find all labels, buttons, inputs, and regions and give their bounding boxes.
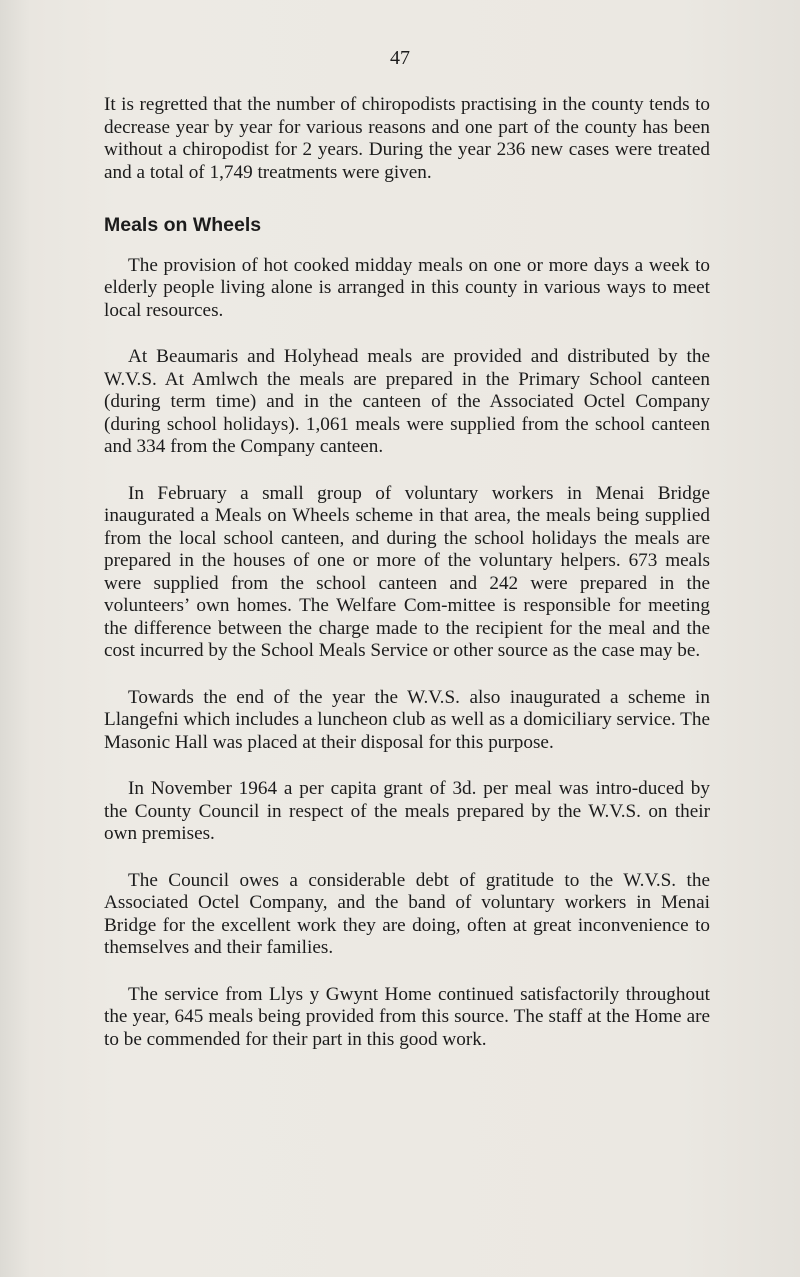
body-paragraph: In November 1964 a per capita grant of 3d. per meal was intro-duced by the County Council in respect of the meals prepared by the W.V.S. on their own premises. [104,778,710,844]
page-body [104,94,710,1075]
body-paragraph: At Beaumaris and Holyhead meals are provided and distributed by the W.V.S. At Amlwch the meals are prepared in the Primary School canteen (during term time) and in the canteen of the Associated Octel Company (during school holidays). 1,061 meals were supplied from the school canteen and 334 from the Company canteen. [104,346,710,457]
page-number: 47 [390,47,410,69]
section-heading: Meals on Wheels [104,214,262,236]
body-paragraph: In February a small group of voluntary workers in Menai Bridge inaugurated a Meals on Wheels scheme in that area, the meals being supplied from the local school canteen, and during the school holidays the meals are prepared in the houses of one or more of the voluntary helpers. 673 meals were supplied from the school canteen and 242 were prepared in the volunteers’ own homes. The Welfare Com-mittee is responsible for meeting the difference between the charge made to the recipient for the meal and the cost incurred by the School Meals Service or other source as the case may be. [104,482,710,661]
body-paragraph: The provision of hot cooked midday meals on one or more days a week to elderly people living alone is arranged in this county in various ways to meet local resources. [104,254,710,321]
chiropody-paragraph: It is regretted that the number of chiropodists practising in the county tends to decrease year by year for various reasons and one part of the county has been without a chiropodist for 2 years. During the year 236 new cases were treated and a total of 1,749 treatments were given. [104,94,710,183]
body-paragraph: The Council owes a considerable debt of gratitude to the W.V.S. the Associated Octel Company, and the band of voluntary workers in Menai Bridge for the excellent work they are doing, often at great inconvenience to themselves and their families. [104,869,710,958]
body-paragraph: Towards the end of the year the W.V.S. also inaugurated a scheme in Llangefni which includes a luncheon club as well as a domiciliary service. The Masonic Hall was placed at their disposal for this purpose. [104,686,710,753]
body-paragraph: The service from Llys y Gwynt Home continued satisfactorily throughout the year, 645 meals being provided from this source. The staff at the Home are to be commended for their part in this good work. [104,983,710,1050]
